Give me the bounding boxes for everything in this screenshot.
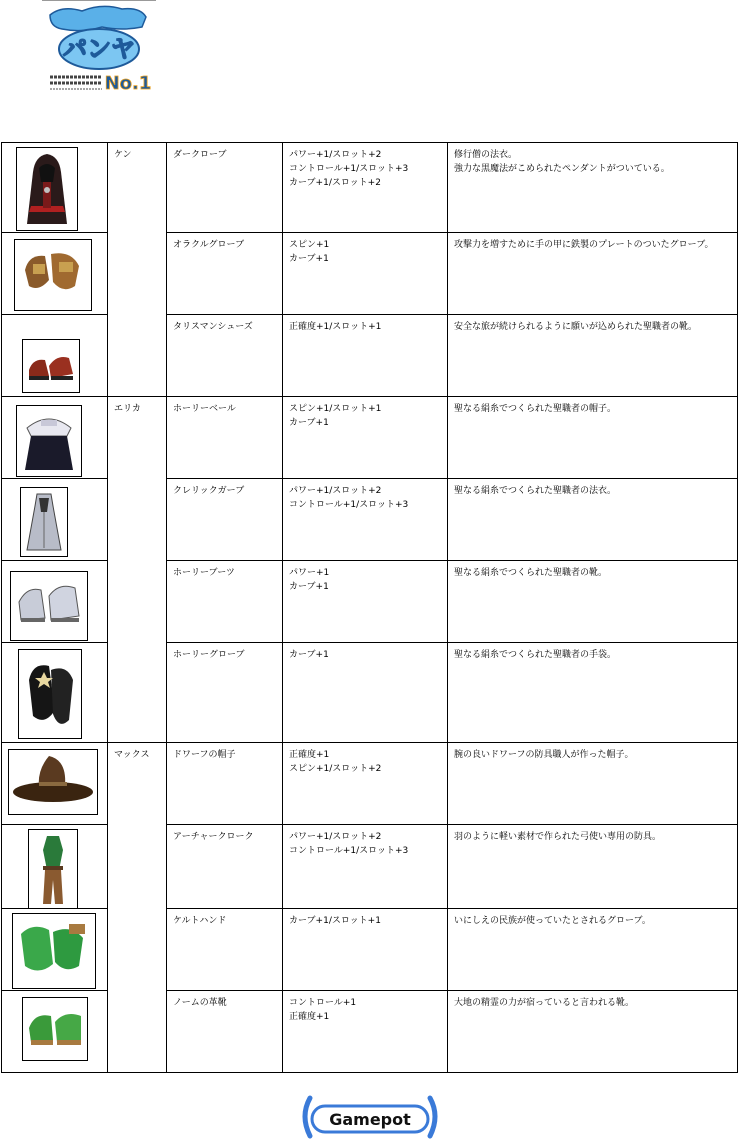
item-image-cell <box>2 143 108 233</box>
holy-glove-icon <box>18 649 82 739</box>
item-stats: スピン+1 カーブ+1 <box>283 233 448 315</box>
item-image-cell <box>2 643 108 743</box>
item-name: オラクルグローブ <box>167 233 283 315</box>
item-image-cell <box>2 479 108 561</box>
item-stats: パワー+1/スロット+2 コントロール+1/スロット+3 <box>283 479 448 561</box>
talisman-shoes-icon <box>22 339 80 393</box>
item-image-cell <box>2 991 108 1073</box>
item-stats: スピン+1/スロット+1 カーブ+1 <box>283 397 448 479</box>
item-image-cell <box>2 233 108 315</box>
item-name: アーチャークローク <box>167 825 283 909</box>
item-name: ドワーフの帽子 <box>167 743 283 825</box>
holy-veil-icon <box>16 405 82 477</box>
item-description: 聖なる絹糸でつくられた聖職者の手袋。 <box>448 643 738 743</box>
character-name: ケン <box>108 143 167 397</box>
item-stats: パワー+1/スロット+2 コントロール+1/スロット+3 <box>283 825 448 909</box>
item-image-cell <box>2 743 108 825</box>
item-description: 攻撃力を増すために手の甲に鉄製のプレートのついたグローブ。 <box>448 233 738 315</box>
item-image-cell <box>2 315 108 397</box>
dark-robe-icon <box>16 147 78 231</box>
item-description: いにしえの民族が使っていたとされるグローブ。 <box>448 909 738 991</box>
item-description: 羽のように軽い素材で作られた弓使い専用の防具。 <box>448 825 738 909</box>
item-stats: カーブ+1/スロット+1 <box>283 909 448 991</box>
table-row <box>2 743 738 825</box>
item-stats: 正確度+1 スピン+1/スロット+2 <box>283 743 448 825</box>
celt-hand-icon <box>12 913 96 989</box>
logo-caption: No.1 <box>104 73 152 94</box>
item-description: 聖なる絹糸でつくられた聖職者の法衣。 <box>448 479 738 561</box>
item-name: クレリックガーブ <box>167 479 283 561</box>
holy-boots-icon <box>10 571 88 641</box>
item-name: ダークローブ <box>167 143 283 233</box>
item-stats: 正確度+1/スロット+1 <box>283 315 448 397</box>
item-description: 大地の精霊の力が宿っていると言われる靴。 <box>448 991 738 1073</box>
oracle-glove-icon <box>14 239 92 311</box>
character-name: エリカ <box>108 397 167 743</box>
item-stats: パワー+1 カーブ+1 <box>283 561 448 643</box>
item-name: ホーリーベール <box>167 397 283 479</box>
table-row <box>2 397 738 479</box>
gamepot-logo <box>300 1092 440 1142</box>
footer-brand: Gamepot <box>329 1110 411 1129</box>
item-image-cell <box>2 397 108 479</box>
item-description: 安全な旅が続けられるように願いが込められた聖職者の靴。 <box>448 315 738 397</box>
item-image-cell <box>2 909 108 991</box>
item-name: タリスマンシューズ <box>167 315 283 397</box>
gnome-shoes-icon <box>22 997 88 1061</box>
item-image-cell <box>2 825 108 909</box>
item-stats: カーブ+1 <box>283 643 448 743</box>
item-stats: コントロール+1 正確度+1 <box>283 991 448 1073</box>
item-table <box>1 142 738 1073</box>
item-description: 修行僧の法衣。 強力な黒魔法がこめられたペンダントがついている。 <box>448 143 738 233</box>
table-row <box>2 143 738 233</box>
item-name: ノームの革靴 <box>167 991 283 1073</box>
cleric-garb-icon <box>20 487 68 557</box>
item-name: ホーリーグローブ <box>167 643 283 743</box>
pangya-logo <box>42 0 156 105</box>
item-stats: パワー+1/スロット+2 コントロール+1/スロット+3 カーブ+1/スロット+2 <box>283 143 448 233</box>
archer-cloak-icon <box>28 829 78 909</box>
item-description: 聖なる絹糸でつくられた聖職者の帽子。 <box>448 397 738 479</box>
item-image-cell <box>2 561 108 643</box>
character-name: マックス <box>108 743 167 1073</box>
item-name: ケルトハンド <box>167 909 283 991</box>
item-name: ホーリーブーツ <box>167 561 283 643</box>
dwarf-hat-icon <box>8 749 98 815</box>
item-description: 腕の良いドワーフの防具職人が作った帽子。 <box>448 743 738 825</box>
logo-title: パンヤ <box>63 35 135 63</box>
item-description: 聖なる絹糸でつくられた聖職者の靴。 <box>448 561 738 643</box>
